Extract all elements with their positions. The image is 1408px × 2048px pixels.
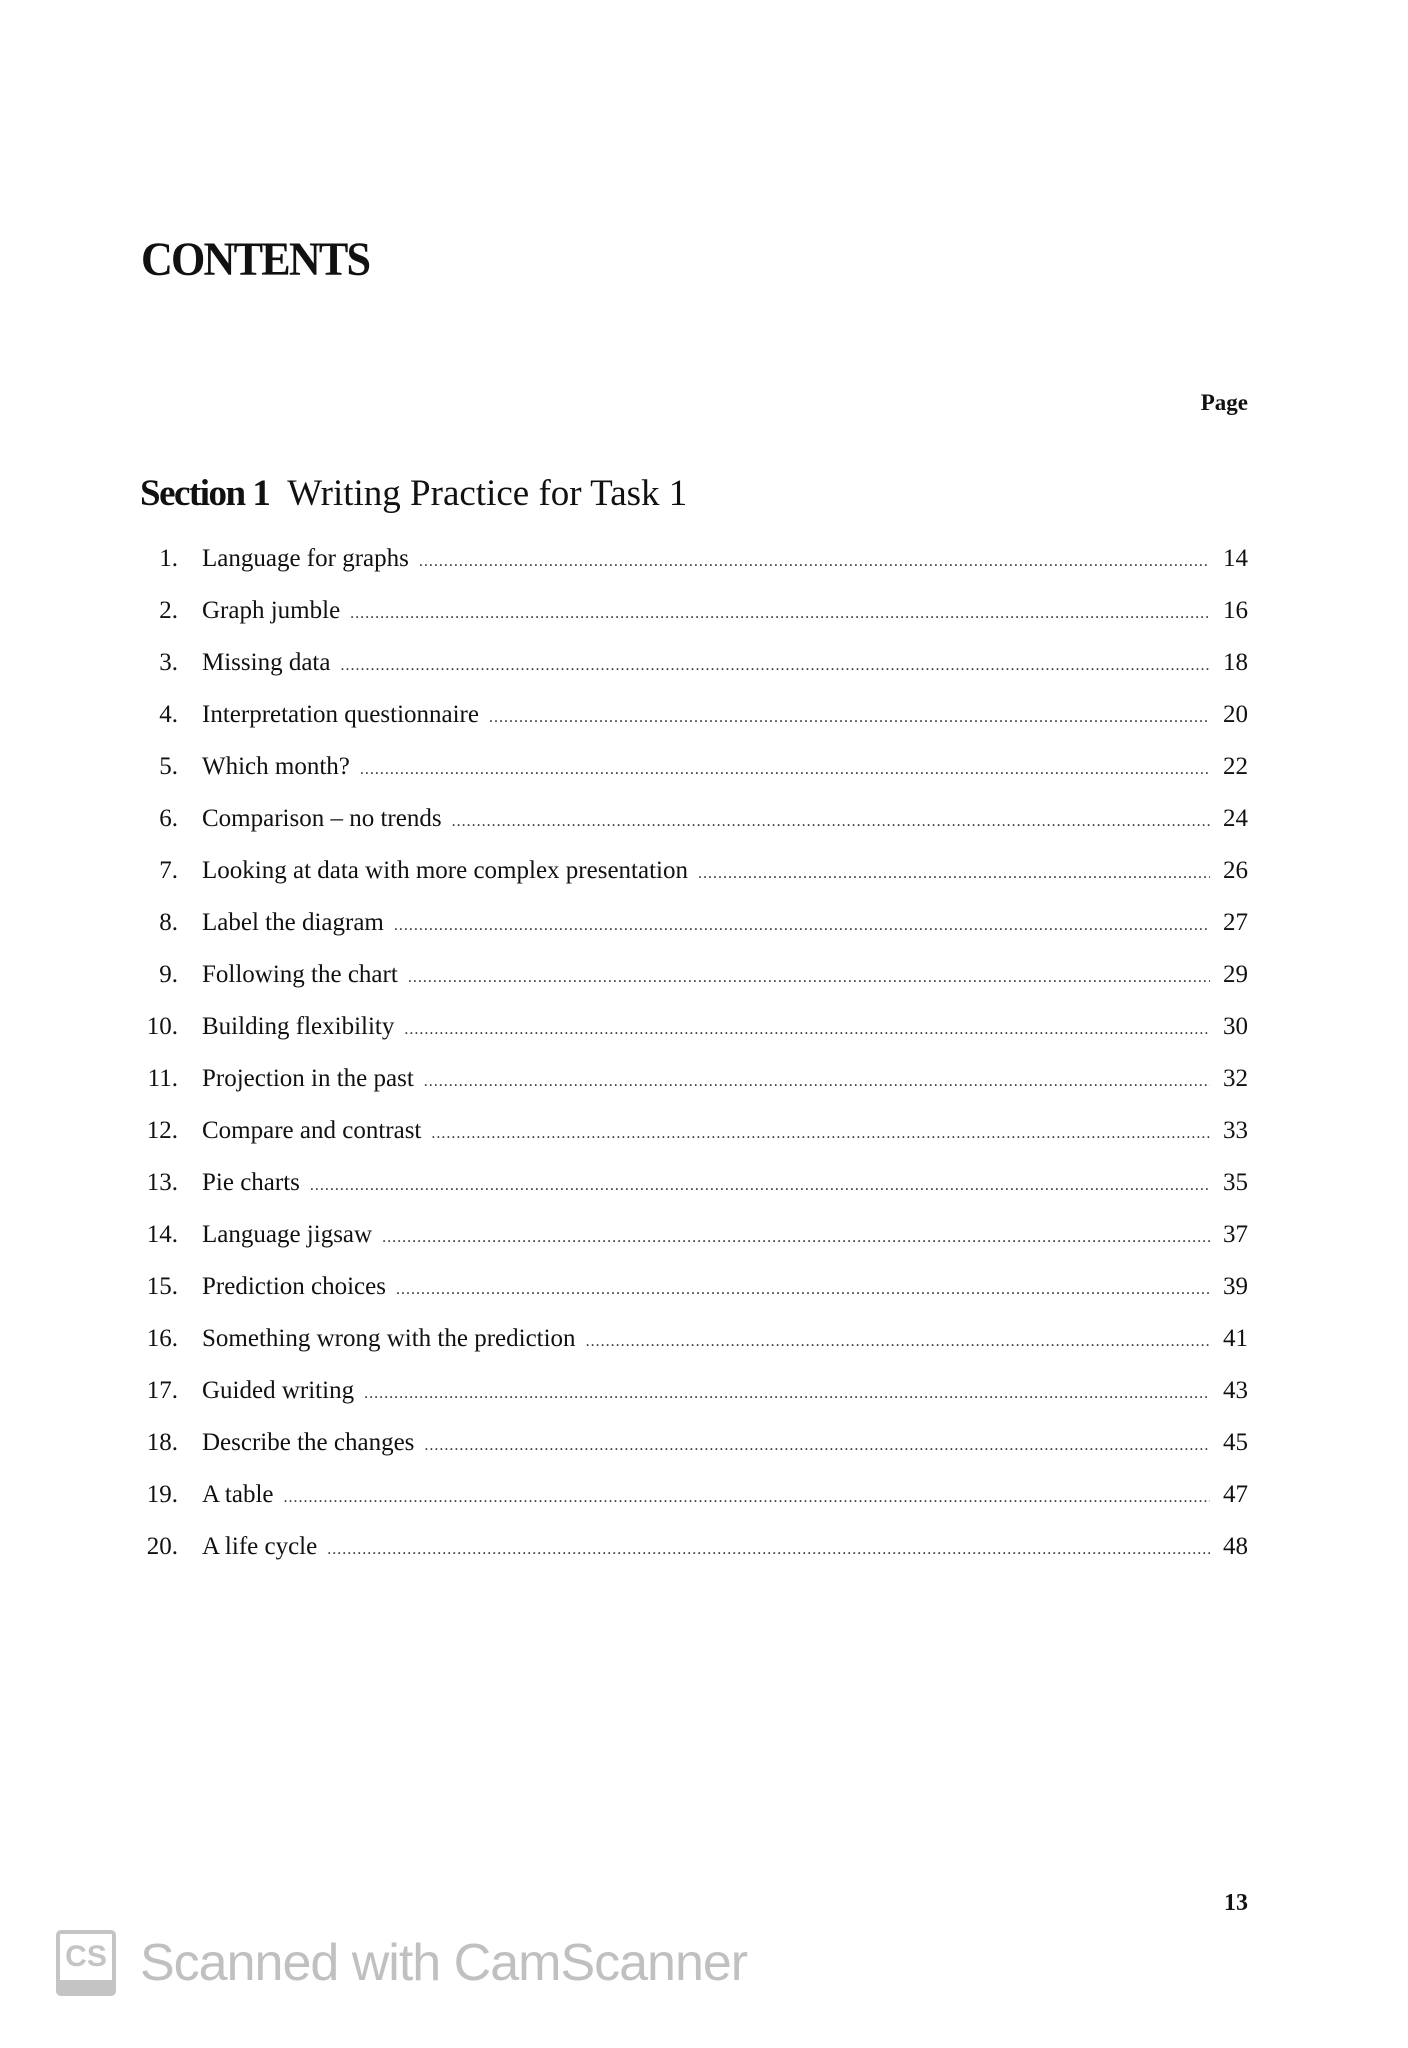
dot-leader [360, 761, 1210, 779]
entry-title: Language jigsaw [202, 1221, 373, 1248]
table-of-contents [120, 545, 1248, 1585]
page-number: 13 [1224, 1890, 1248, 1916]
entry-page: 18 [1223, 649, 1248, 676]
toc-entry [120, 1013, 1248, 1065]
entry-page: 37 [1223, 1221, 1248, 1248]
entry-page: 45 [1223, 1429, 1248, 1456]
entry-title: A life cycle [202, 1533, 318, 1560]
entry-number: 2. [159, 597, 178, 624]
toc-entry [120, 1065, 1248, 1117]
dot-leader [586, 1333, 1210, 1351]
entry-number: 3. [159, 649, 178, 676]
entry-number: 13. [146, 1169, 178, 1196]
entry-number: 12. [146, 1117, 178, 1144]
entry-title: Compare and contrast [202, 1117, 422, 1144]
toc-entry [120, 597, 1248, 649]
dot-leader [698, 865, 1210, 883]
watermark-text: Scanned with CamScanner [140, 1934, 748, 1992]
entry-number: 17. [146, 1377, 178, 1404]
entry-title: Projection in the past [202, 1065, 414, 1092]
entry-number: 6. [159, 805, 178, 832]
dot-leader [396, 1281, 1210, 1299]
entry-page: 43 [1223, 1377, 1248, 1404]
page-column-header: Page [1200, 390, 1248, 415]
entry-number: 14. [146, 1221, 178, 1248]
dot-leader [424, 1437, 1210, 1455]
entry-page: 20 [1223, 701, 1248, 728]
entry-title: Comparison – no trends [202, 805, 442, 832]
dot-leader [327, 1541, 1210, 1559]
toc-entry [120, 753, 1248, 805]
entry-page: 47 [1223, 1481, 1248, 1508]
entry-page: 41 [1223, 1325, 1248, 1352]
entry-title: Graph jumble [202, 597, 341, 624]
toc-entry [120, 909, 1248, 961]
entry-title: Something wrong with the prediction [202, 1325, 576, 1352]
entry-page: 35 [1223, 1169, 1248, 1196]
entry-number: 18. [146, 1429, 178, 1456]
section-number: Section 1 [140, 473, 270, 514]
toc-entry [120, 1533, 1248, 1585]
entry-page: 14 [1223, 545, 1248, 572]
entry-page: 27 [1223, 909, 1248, 936]
dot-leader [452, 813, 1210, 831]
dot-leader [310, 1177, 1210, 1195]
entry-title: Pie charts [202, 1169, 300, 1196]
toc-entry [120, 961, 1248, 1013]
entry-title: Following the chart [202, 961, 398, 988]
toc-entry [120, 1481, 1248, 1533]
entry-page: 33 [1223, 1117, 1248, 1144]
toc-entry [120, 1377, 1248, 1429]
entry-number: 15. [146, 1273, 178, 1300]
entry-title: Language for graphs [202, 545, 409, 572]
dot-leader [284, 1489, 1210, 1507]
entry-page: 48 [1223, 1533, 1248, 1560]
dot-leader [364, 1385, 1210, 1403]
entry-number: 7. [159, 857, 178, 884]
entry-title: Describe the changes [202, 1429, 415, 1456]
toc-entry [120, 1273, 1248, 1325]
camscanner-watermark [56, 1930, 747, 1996]
dot-leader [340, 657, 1210, 675]
section-title: Writing Practice for Task 1 [287, 473, 688, 514]
dot-leader [382, 1229, 1210, 1247]
entry-page: 29 [1223, 961, 1248, 988]
entry-page: 16 [1223, 597, 1248, 624]
entry-page: 26 [1223, 857, 1248, 884]
toc-entry [120, 1169, 1248, 1221]
toc-entry [120, 857, 1248, 909]
entry-title: Looking at data with more complex presentation [202, 857, 688, 884]
dot-leader [489, 709, 1210, 727]
toc-entry [120, 649, 1248, 701]
entry-title: Interpretation questionnaire [202, 701, 479, 728]
dot-leader [431, 1125, 1210, 1143]
entry-page: 32 [1223, 1065, 1248, 1092]
toc-entry [120, 1117, 1248, 1169]
camscanner-logo-icon: CS [56, 1930, 116, 1996]
toc-entry [120, 1221, 1248, 1273]
entry-title: A table [202, 1481, 274, 1508]
entry-page: 22 [1223, 753, 1248, 780]
entry-number: 1. [159, 545, 178, 572]
entry-page: 30 [1223, 1013, 1248, 1040]
entry-number: 4. [159, 701, 178, 728]
entry-title: Prediction choices [202, 1273, 386, 1300]
entry-title: Guided writing [202, 1377, 355, 1404]
entry-number: 16. [146, 1325, 178, 1352]
entry-title: Which month? [202, 753, 350, 780]
toc-entry [120, 805, 1248, 857]
dot-leader [419, 553, 1210, 571]
dot-leader [394, 917, 1210, 935]
entry-number: 11. [147, 1065, 178, 1092]
entry-number: 10. [146, 1013, 178, 1040]
entry-number: 5. [159, 753, 178, 780]
entry-number: 9. [159, 961, 178, 988]
dot-leader [350, 605, 1210, 623]
entry-page: 24 [1223, 805, 1248, 832]
section-heading [140, 472, 687, 515]
page-title: CONTENTS [141, 233, 370, 286]
entry-title: Label the diagram [202, 909, 384, 936]
entry-page: 39 [1223, 1273, 1248, 1300]
toc-entry [120, 1429, 1248, 1481]
dot-leader [424, 1073, 1210, 1091]
toc-entry [120, 701, 1248, 753]
entry-title: Missing data [202, 649, 331, 676]
entry-number: 20. [146, 1533, 178, 1560]
entry-number: 19. [146, 1481, 178, 1508]
toc-entry [120, 1325, 1248, 1377]
toc-entry [120, 545, 1248, 597]
dot-leader [404, 1021, 1210, 1039]
entry-number: 8. [159, 909, 178, 936]
dot-leader [408, 969, 1210, 987]
entry-title: Building flexibility [202, 1013, 395, 1040]
